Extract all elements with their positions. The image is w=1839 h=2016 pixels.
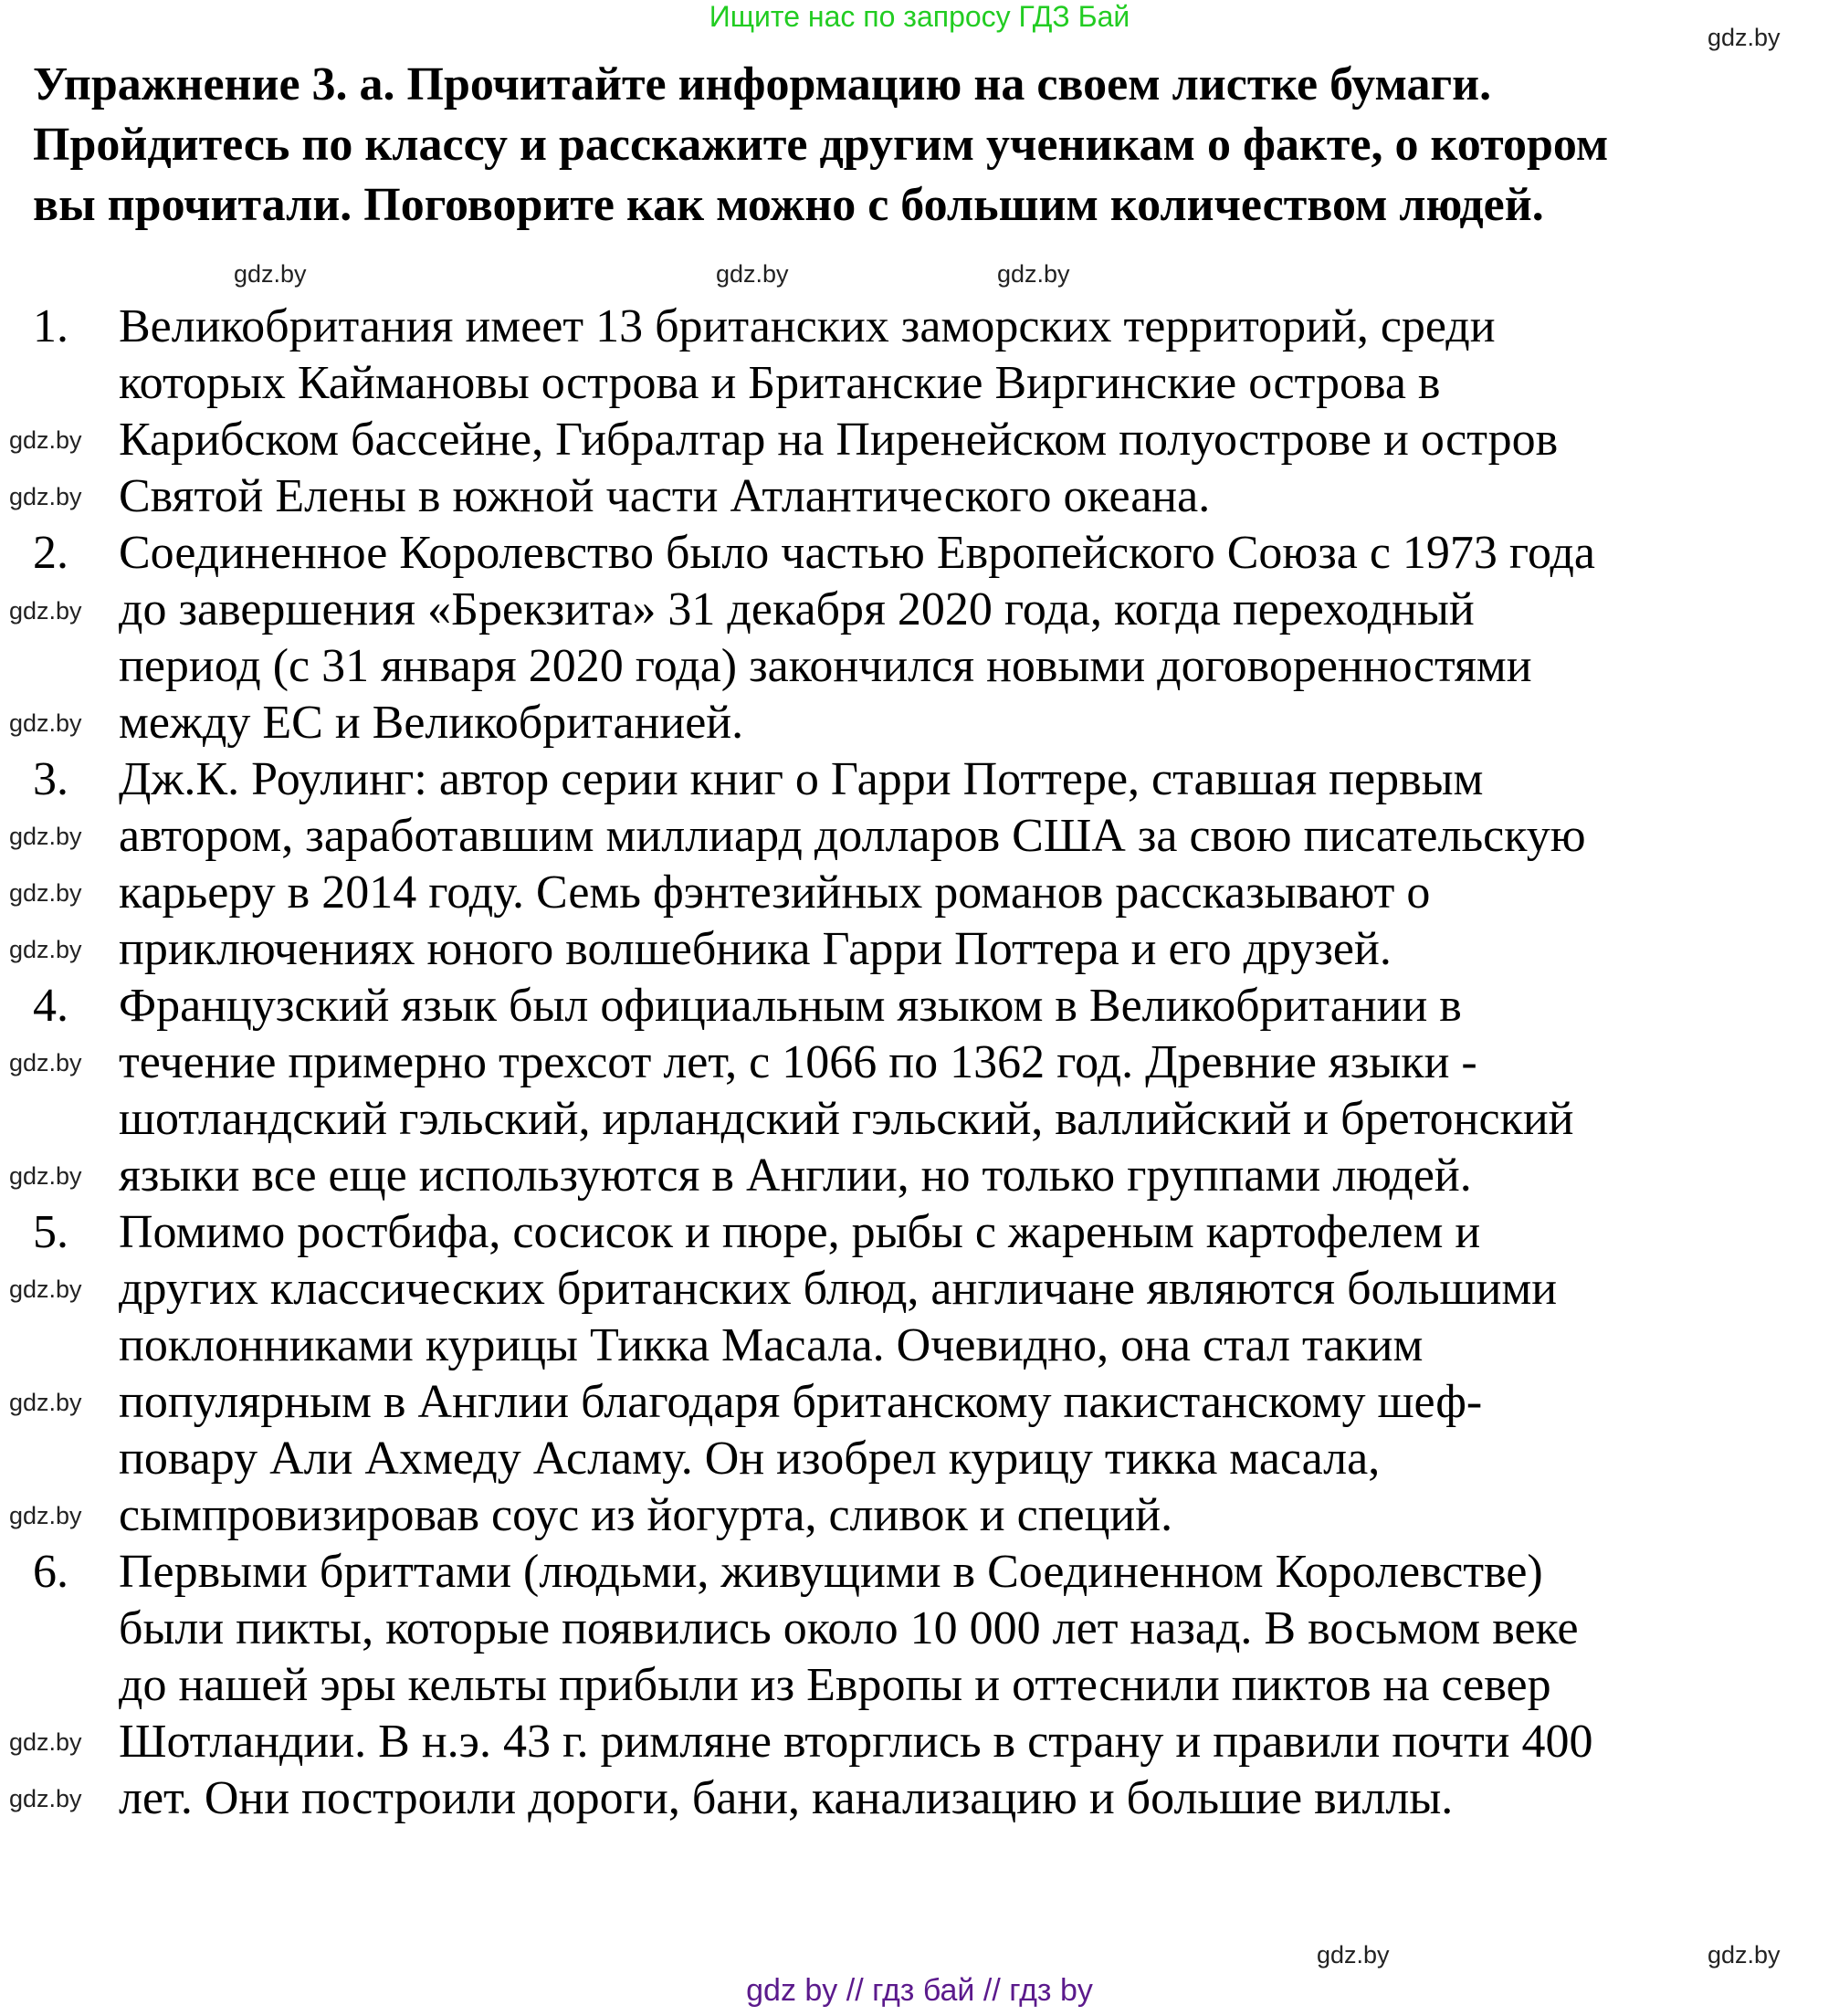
watermark: gdz.by: [9, 426, 82, 454]
watermark: gdz.by: [1317, 1941, 1390, 1969]
item-text: автором, заработавшим миллиард долларов США за свою писательскую: [119, 810, 1586, 862]
watermark: gdz.by: [9, 879, 82, 907]
watermark: gdz.by: [1708, 1941, 1781, 1969]
item-text: течение примерно трехсот лет, с 1066 по 1362 год. Древние языки -: [119, 1036, 1477, 1088]
item-text: Соединенное Королевство было частью Европейского Союза с 1973 года: [119, 527, 1596, 579]
item-text: других классических британских блюд, англичане являются большими: [119, 1263, 1558, 1315]
item-text: повару Али Ахмеду Асламу. Он изобрел курицу тикка масала,: [119, 1433, 1381, 1485]
footer-banner: gdz by // гдз бай // гдз by: [746, 1973, 1093, 2008]
item-text: языки все еще используются в Англии, но только группами людей.: [119, 1150, 1472, 1202]
item-text: поклонниками курицы Тикка Масала. Очевидно, она стал таким: [119, 1319, 1424, 1371]
heading-line: Пройдитесь по классу и расскажите другим ученикам о факте, о котором: [33, 119, 1609, 171]
item-text: шотландский гэльский, ирландский гэльский, валлийский и бретонский: [119, 1093, 1574, 1145]
item-text: Французский язык был официальным языком в Великобритании в: [119, 980, 1462, 1032]
item-text: сымпровизировав соус из йогурта, сливок и специй.: [119, 1489, 1173, 1541]
watermark: gdz.by: [9, 1049, 82, 1076]
watermark: gdz.by: [9, 1785, 82, 1812]
watermark: gdz.by: [9, 1389, 82, 1416]
item-number: 1.: [33, 300, 68, 352]
watermark: gdz.by: [234, 260, 307, 288]
watermark: gdz.by: [9, 597, 82, 625]
watermark: gdz.by: [9, 936, 82, 963]
item-number: 5.: [33, 1206, 68, 1258]
item-text: до нашей эры кельты прибыли из Европы и оттеснили пиктов на север: [119, 1659, 1551, 1711]
item-text: которых Каймановы острова и Британские Виргинские острова в: [119, 357, 1441, 409]
item-number: 3.: [33, 753, 68, 805]
item-text: Помимо ростбифа, сосисок и пюре, рыбы с жареным картофелем и: [119, 1206, 1481, 1258]
item-text: Дж.К. Роулинг: автор серии книг о Гарри Поттере, ставшая первым: [119, 753, 1484, 805]
item-text: лет. Они построили дороги, бани, канализацию и большие виллы.: [119, 1772, 1454, 1824]
item-text: были пикты, которые появились около 10 000 лет назад. В восьмом веке: [119, 1602, 1579, 1654]
item-text: период (с 31 января 2020 года) закончился новыми договоренностями: [119, 640, 1532, 692]
heading-line: вы прочитали. Поговорите как можно с большим количеством людей.: [33, 179, 1544, 231]
item-text: Карибском бассейне, Гибралтар на Пиренейском полуострове и остров: [119, 414, 1559, 466]
watermark: gdz.by: [9, 1276, 82, 1303]
item-text: карьеру в 2014 году. Семь фэнтезийных романов рассказывают о: [119, 866, 1431, 919]
watermark: gdz.by: [9, 483, 82, 510]
item-number: 4.: [33, 980, 68, 1032]
item-text: до завершения «Брекзита» 31 декабря 2020 года, когда переходный: [119, 583, 1475, 635]
search-banner: Ищите нас по запросу ГДЗ Бай: [709, 0, 1130, 33]
item-number: 2.: [33, 527, 68, 579]
watermark: gdz.by: [9, 1162, 82, 1190]
watermark: gdz.by: [1708, 24, 1781, 51]
item-text: между ЕС и Великобританией.: [119, 697, 744, 749]
item-number: 6.: [33, 1546, 68, 1598]
item-text: Святой Елены в южной части Атлантического океана.: [119, 470, 1211, 522]
item-text: Шотландии. В н.э. 43 г. римляне вторглись в страну и правили почти 400: [119, 1716, 1593, 1768]
item-text: приключениях юного волшебника Гарри Поттера и его друзей.: [119, 923, 1392, 975]
watermark: gdz.by: [997, 260, 1070, 288]
heading-line: Упражнение 3. а. Прочитайте информацию на своем листке бумаги.: [33, 58, 1492, 110]
watermark: gdz.by: [9, 709, 82, 737]
item-text: популярным в Англии благодаря британскому пакистанскому шеф-: [119, 1376, 1483, 1428]
watermark: gdz.by: [9, 823, 82, 850]
item-text: Первыми бриттами (людьми, живущими в Соединенном Королевстве): [119, 1546, 1543, 1598]
exercise-heading: [33, 55, 1608, 236]
watermark: gdz.by: [9, 1728, 82, 1756]
item-text: Великобритания имеет 13 британских заморских территорий, среди: [119, 300, 1496, 352]
watermark: gdz.by: [9, 1502, 82, 1529]
watermark: gdz.by: [716, 260, 789, 288]
